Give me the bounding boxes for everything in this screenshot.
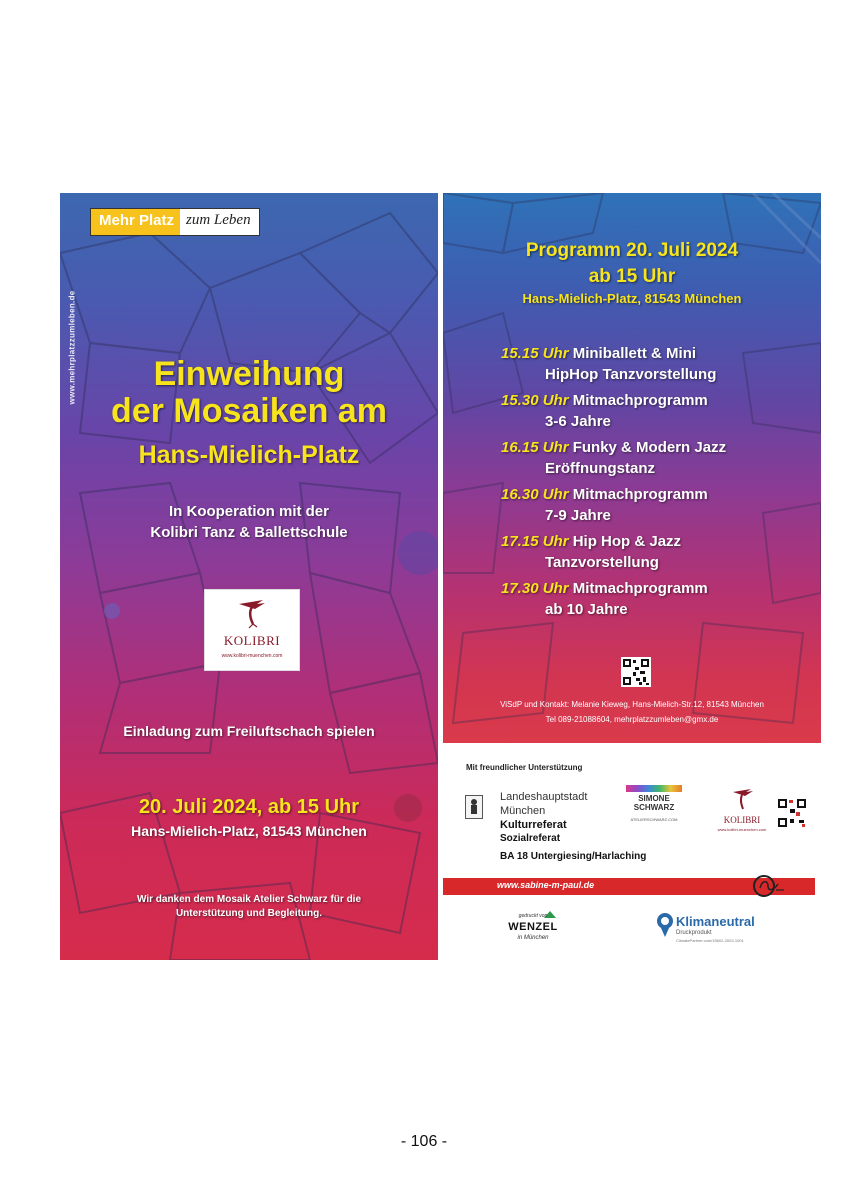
kolibri-url: www.kolibri-muenchen.com (221, 653, 283, 659)
climate-neutral-id: ClimatePartner.com/15602-2003-1001 (676, 938, 744, 943)
schedule-desc: Mitmachprogramm (572, 486, 708, 503)
subtitle: Hans-Mielich-Platz (138, 441, 360, 469)
schedule-time: 16.15 Uhr (501, 439, 569, 456)
event-date: 20. Juli 2024, ab 15 Uhr (138, 796, 360, 818)
title-line-1: Einweihung (153, 355, 345, 393)
climate-neutral-sub: Druckprodukt (676, 930, 712, 936)
schedule-desc: Hip Hop & Jazz (572, 533, 682, 550)
munich-crest-icon (465, 795, 483, 819)
program-place: Hans-Mielich-Platz, 81543 München (522, 291, 742, 306)
climate-neutral-icon (656, 912, 674, 938)
wenzel-name: WENZEL (508, 921, 558, 933)
schedule-item (501, 343, 811, 385)
hummingbird-icon (205, 590, 299, 632)
sponsor-url: www.sabine-m-paul.de (497, 880, 595, 890)
schedule-desc-2: 7-9 Jahre (545, 507, 611, 524)
schedule-desc-2: 3-6 Jahre (545, 413, 611, 430)
schedule-desc-2: HipHop Tanzvorstellung (545, 366, 717, 383)
signature-logo-icon (752, 874, 786, 898)
simone-schwarz-logo (626, 785, 682, 827)
qr-code-icon (776, 797, 808, 829)
kolibri-sponsor-name: KOLIBRI (723, 815, 761, 825)
wenzel-logo (506, 908, 560, 948)
coop-line-1: In Kooperation mit der (168, 503, 329, 520)
kolibri-sponsor-url: www.kolibri-muenchen.com (717, 827, 767, 832)
schedule-desc-2: ab 10 Jahre (545, 601, 628, 618)
schedule-desc: Mitmachprogramm (572, 580, 708, 597)
side-url: www.mehrplatzzumleben.de (67, 290, 77, 405)
munich-line-3: Kulturreferat (500, 819, 567, 831)
schedule-desc: Funky & Modern Jazz (572, 439, 727, 456)
thanks-line-1: Wir danken dem Mosaik Atelier Schwarz für die (136, 894, 362, 905)
schedule-item (501, 578, 811, 620)
schedule-time: 15.30 Uhr (501, 392, 569, 409)
climate-neutral-name: Klimaneutral (676, 914, 755, 929)
schedule-time: 17.30 Uhr (501, 580, 569, 597)
badge-right-text: zum Leben (180, 209, 259, 235)
event-place: Hans-Mielich-Platz, 81543 München (131, 823, 367, 839)
coop-line-2: Kolibri Tanz & Ballettschule (150, 524, 348, 541)
flyer-back (443, 193, 821, 743)
contact-line-2: Tel 089-21088604, mehrplatzzumleben@gmx.de (545, 715, 719, 724)
invitation-text: Einladung zum Freiluftschach spielen (123, 723, 375, 739)
schedule-time: 15.15 Uhr (501, 345, 569, 362)
schedule-desc-2: Tanzvorstellung (545, 554, 659, 571)
wenzel-top: gedruckt von (518, 913, 548, 919)
kolibri-logo (204, 589, 300, 671)
thanks-text (60, 893, 438, 921)
contact-line-1: ViSdP und Kontakt: Melanie Kieweg, Hans-Mielich-Str.12, 81543 München (500, 700, 764, 709)
mehr-platz-badge (90, 208, 260, 236)
badge-left-text: Mehr Platz (91, 209, 180, 235)
munich-line-4: Sozialreferat (500, 833, 561, 844)
schedule-item (501, 390, 811, 432)
schedule-desc: Mitmachprogramm (572, 392, 708, 409)
flyer-front (60, 193, 438, 960)
schedule-item (501, 531, 811, 573)
schedule-list (501, 343, 811, 625)
page-number: - 106 - (400, 1133, 448, 1150)
schwarz-url: ATELIERSCHWARZ.COM (630, 817, 678, 822)
kolibri-sponsor-logo (713, 782, 771, 836)
mosaic-background (60, 193, 438, 960)
wenzel-sub: in München (517, 935, 549, 941)
munich-line-2: München (500, 805, 546, 817)
schedule-time: 17.15 Uhr (501, 533, 569, 550)
schedule-item (501, 484, 811, 526)
munich-line-1: Landeshauptstadt (500, 791, 588, 803)
schedule-desc: Miniballett & Mini (572, 345, 697, 362)
schedule-time: 16.30 Uhr (501, 486, 569, 503)
kolibri-name: KOLIBRI (223, 633, 281, 648)
thanks-line-2: Unterstützung und Begleitung. (175, 908, 323, 919)
schedule-desc-2: Eröffnungstanz (545, 460, 655, 477)
sponsor-intro: Mit freundlicher Unterstützung (466, 763, 583, 772)
hummingbird-icon (713, 782, 771, 814)
program-heading: Programm 20. Juli 2024 (525, 240, 739, 261)
program-time: ab 15 Uhr (588, 266, 676, 287)
page-title (60, 356, 438, 430)
schwarz-line-1: SIMONE (638, 794, 670, 803)
qr-code-icon (621, 657, 651, 687)
title-line-2: der Mosaiken am (111, 392, 387, 430)
munich-line-5: BA 18 Untergiesing/Harlaching (500, 851, 647, 862)
schwarz-line-2: SCHWARZ (633, 803, 675, 812)
schedule-item (501, 437, 811, 479)
cooperation-text (60, 501, 438, 543)
schwarz-color-bar (626, 785, 682, 792)
